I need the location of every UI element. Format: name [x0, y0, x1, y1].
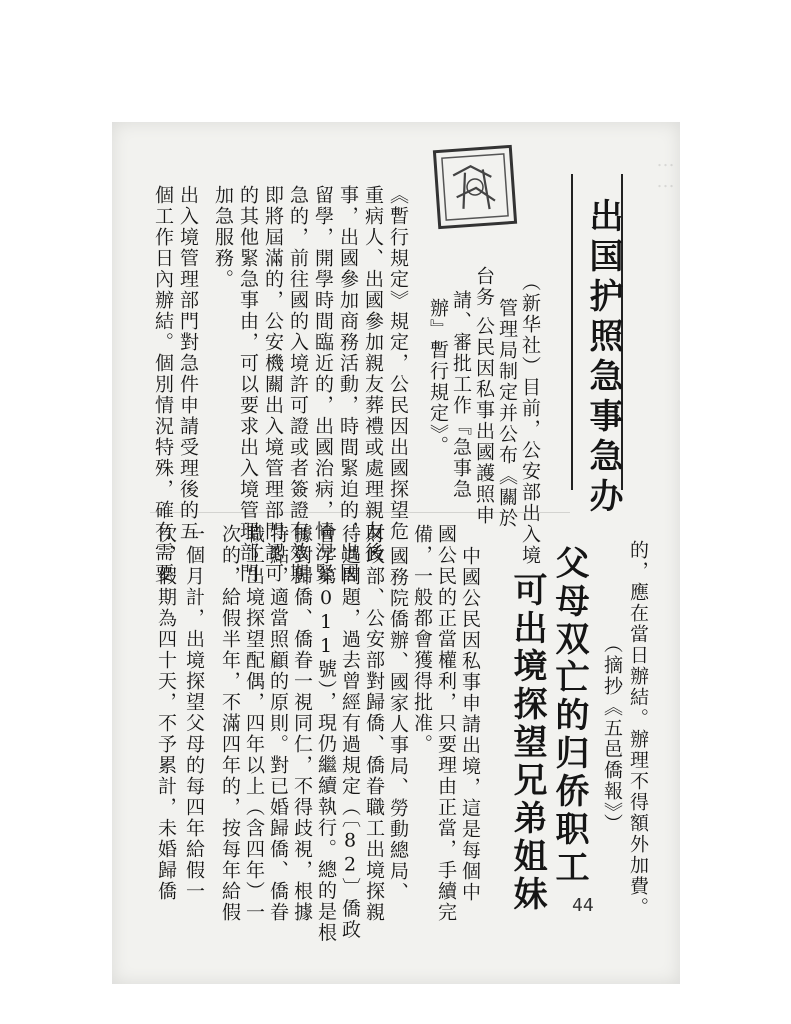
article2-para-8: 據對歸僑、僑眷一視同仁，不得歧視，根據	[291, 524, 313, 923]
article1-para-11: 即將屆滿的，公安機關出入境管理部門認可	[262, 185, 284, 584]
article2-para-3: 備，一般都會獲得批准。	[411, 524, 433, 755]
article1-para-9: 留學，開學時間臨近的，出國治病，情況緊	[312, 185, 334, 584]
article2-para-6: 待遇問題，過去曾經有過規定（〔82〕僑政	[339, 524, 361, 941]
article1-para-1: （新华社）目前，公安部出入境	[519, 272, 541, 566]
article2-para-5: 財政部、公安部對歸僑、僑眷職工出境探親	[363, 524, 385, 923]
seal-stamp-icon	[429, 141, 521, 233]
article2-para-1: 中國公民因私事申請出境，這是每個中	[459, 546, 481, 903]
article1-continuation-1: 的，應在當日辦結。辦理不得額外加費。	[627, 540, 649, 918]
article1-para-10: 急的，前往國的入境許可證或者簽證有效期	[287, 185, 309, 584]
article2-para-9: 特點，適當照顧的原則。對已婚歸僑、僑眷	[267, 524, 289, 923]
article1-para-12: 的其他緊急事由，可以要求出入境管理部門	[237, 185, 259, 584]
article1-source: （摘抄《五邑僑報》）	[601, 634, 623, 835]
article1-para-3: 公民因私事出國護照申	[473, 316, 495, 526]
article1-para-8: 事，出國參加商務活動，時間緊迫的，出國	[337, 185, 359, 584]
article2-title-line2: 可出境探望兄弟姐妹	[507, 572, 547, 914]
article2-title-line1: 父母双亡的归侨职工	[549, 545, 589, 887]
article1-para-5: 辦』暫行規定》。	[427, 298, 449, 457]
article2-para-2: 國公民的正當權利，只要理由正當，手續完	[435, 524, 457, 923]
article1-para-7: 重病人、出國參加親友葬禮或處理親友後	[362, 185, 384, 563]
article2-para-10: 職工出境探望配偶，四年以上（含四年）一	[243, 524, 265, 923]
article1-title-box	[571, 174, 623, 518]
article1-para-6: 《暫行規定》規定，公民因出國探望危	[387, 185, 409, 542]
article2-para-13: 次，假期為四十天，不予累計，未婚歸僑	[155, 524, 177, 902]
article2-para-12: 一個月計，出境探望父母的每四年給假一	[183, 524, 205, 902]
article1-para-2: 管理局制定并公布《關於	[496, 298, 518, 529]
article2-para-11: 次的，給假半年，不滿四年的，按每年給假	[219, 524, 241, 923]
bleed-through-text: ……	[655, 150, 676, 192]
article1-para-13: 加急服務。	[212, 185, 234, 290]
article2-para-7: 會字第011號），現仍繼續執行。總的是根	[315, 524, 337, 944]
article1-para-15: 個工作日內辦結。個別情況特殊，確有需要	[152, 185, 174, 584]
section-divider	[150, 512, 570, 513]
article1-stamp-label: 台务	[473, 266, 495, 308]
page-number: 44	[572, 895, 594, 916]
article1-para-4: 請、審批工作『急事急	[450, 290, 472, 500]
article1-title: 出国护照急事急办	[583, 198, 623, 518]
article2-para-4: 國務院僑辦、國家人事局、勞動總局、	[387, 546, 409, 903]
article1-para-14: 出入境管理部門對急件申請受理後的五	[177, 185, 199, 542]
